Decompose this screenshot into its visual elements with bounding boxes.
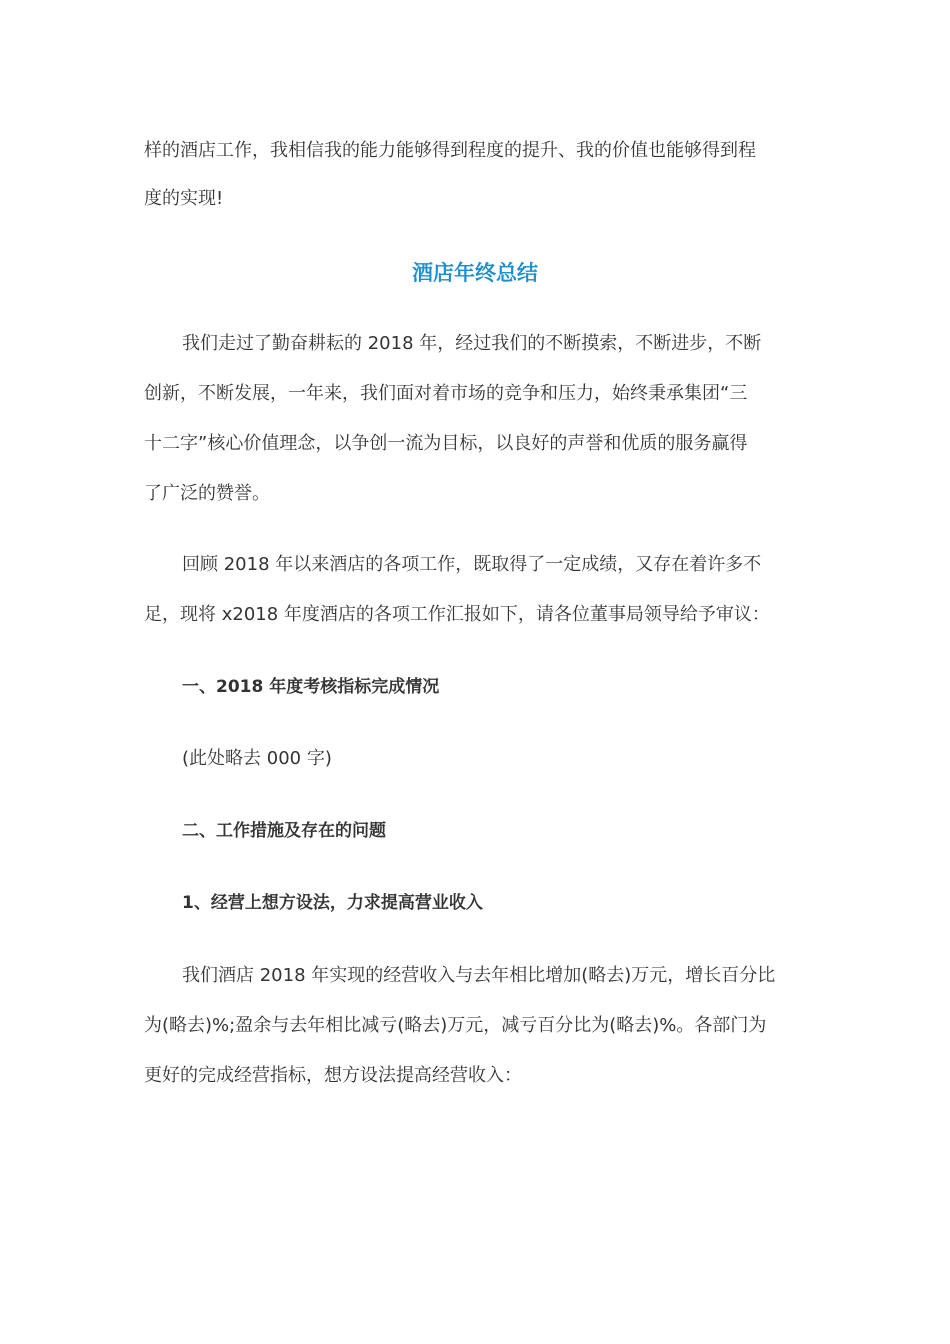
section1-heading: 一、2018 年度考核指标完成情况 bbox=[182, 677, 440, 697]
intro-line-1: 样的酒店工作，我相信我的能力能够得到程度的提升、我的价值也能够得到程 bbox=[144, 140, 756, 161]
para3-line-1: 我们酒店 2018 年实现的经营收入与去年相比增加(略去)万元，增长百分比 bbox=[182, 965, 776, 986]
para2-line-2: 足，现将 x2018 年度酒店的各项工作汇报如下，请各位董事局领导给予审议： bbox=[144, 604, 770, 625]
para1-line-2: 创新，不断发展，一年来，我们面对着市场的竞争和压力，始终秉承集团“三 bbox=[144, 383, 748, 404]
section2-subheading-1: 1、经营上想方设法，力求提高营业收入 bbox=[182, 893, 483, 913]
para1-line-1: 我们走过了勤奋耕耘的 2018 年，经过我们的不断摸索，不断进步，不断 bbox=[182, 333, 762, 354]
section2-heading: 二、工作措施及存在的问题 bbox=[182, 821, 386, 841]
section1-note: (此处略去 000 字) bbox=[182, 748, 332, 769]
para3-line-3: 更好的完成经营指标，想方设法提高经营收入： bbox=[144, 1065, 522, 1086]
para3-line-2: 为(略去)%;盈余与去年相比减亏(略去)万元，减亏百分比为(略去)%。各部门为 bbox=[144, 1015, 767, 1036]
document-title: 酒店年终总结 bbox=[412, 261, 538, 285]
intro-line-2: 度的实现! bbox=[144, 188, 224, 209]
para1-line-3: 十二字”核心价值理念，以争创一流为目标，以良好的声誉和优质的服务赢得 bbox=[144, 433, 748, 454]
para2-line-1: 回顾 2018 年以来酒店的各项工作，既取得了一定成绩，又存在着许多不 bbox=[182, 554, 762, 575]
para1-line-4: 了广泛的赞誉。 bbox=[144, 483, 270, 504]
